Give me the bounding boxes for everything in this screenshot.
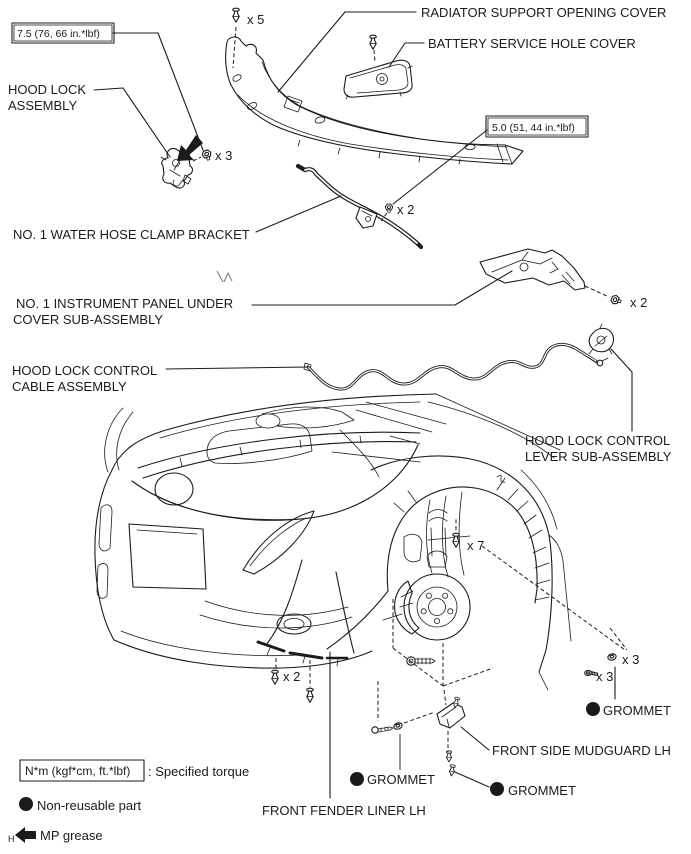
legend-torque-unit: N*m (kgf*cm, ft.*lbf): [25, 764, 131, 778]
label-hood-lock-control-lever-line1: HOOD LOCK CONTROL: [525, 433, 671, 448]
count-hood-lock-bolts: x 3: [215, 148, 233, 163]
instrument-panel-under-cover-drawing: [480, 249, 585, 290]
label-grommet-bottom: GROMMET: [508, 783, 576, 798]
bolt-icon-water-hose: [385, 204, 392, 212]
page-mark: H: [8, 834, 15, 844]
squiggle-mark: [217, 271, 232, 282]
label-hood-lock-control-lever-line2: LEVER SUB-ASSEMBLY: [525, 449, 672, 464]
non-reusable-bullet-icon: [586, 702, 600, 716]
mudguard-screw-horizontal: [372, 727, 393, 733]
label-hood-lock-control-cable-line2: CABLE ASSEMBLY: [12, 379, 127, 394]
legend-non-reusable: Non-reusable part: [37, 798, 142, 813]
clip-icon-battery-cover: [370, 35, 377, 49]
toyota-emblem: [155, 473, 193, 505]
clip-icon-liner-front-1: [272, 670, 279, 684]
label-front-fender-liner: FRONT FENDER LINER LH: [262, 803, 426, 818]
clip-icon-fender-liner: [453, 533, 460, 547]
non-reusable-bullet-icon: [350, 772, 364, 786]
count-liner-screws-upper: x 3: [622, 652, 640, 667]
radiator-support-opening-cover-drawing: [226, 37, 523, 164]
torque-value-hood-lock: 7.5 (76, 66 in.*lbf): [17, 28, 100, 40]
non-reusable-bullet-icon: [19, 797, 33, 811]
label-hood-lock-assembly-line2: ASSEMBLY: [8, 98, 78, 113]
label-instrument-panel-under-cover-line1: NO. 1 INSTRUMENT PANEL UNDER: [16, 296, 234, 311]
count-water-hose-bolts: x 2: [397, 202, 415, 217]
label-hood-lock-control-cable-line1: HOOD LOCK CONTROL: [12, 363, 158, 378]
clip-icon-mudguard-lower-2: [449, 764, 456, 776]
vehicle-front-drawing: [95, 394, 571, 690]
fender-liner-screw-horizontal: [407, 657, 435, 665]
grommet-fastener-icon-left: [393, 722, 403, 731]
label-hood-lock-assembly-line1: HOOD LOCK: [8, 82, 87, 97]
front-side-mudguard-drawing: [437, 703, 465, 728]
label-front-side-mudguard: FRONT SIDE MUDGUARD LH: [492, 743, 671, 758]
label-grommet-left: GROMMET: [367, 772, 435, 787]
label-battery-service-hole-cover: BATTERY SERVICE HOLE COVER: [428, 36, 636, 51]
legend-torque-caption: : Specified torque: [148, 764, 250, 779]
screw-icon-liner-upper: [607, 653, 617, 661]
label-water-hose-clamp-bracket: NO. 1 WATER HOSE CLAMP BRACKET: [13, 227, 250, 242]
label-instrument-panel-under-cover-line2: COVER SUB-ASSEMBLY: [13, 312, 164, 327]
bolt-icon-hood-lock: [201, 149, 213, 161]
hood-lock-control-lever-drawing: [589, 324, 614, 354]
torque-spec-box-water-hose: [486, 116, 588, 137]
legend: [8, 760, 249, 844]
count-under-cover-bolts: x 2: [630, 295, 648, 310]
clip-icon-radiator-cover: [233, 8, 240, 22]
label-grommet-right: GROMMET: [603, 703, 671, 718]
torque-value-water-hose: 5.0 (51, 44 in.*lbf): [492, 122, 575, 134]
label-radiator-support-opening-cover: RADIATOR SUPPORT OPENING COVER: [421, 5, 667, 20]
front-fender-liner-drawing: [258, 478, 550, 666]
torque-spec-box-hood-lock: [12, 23, 114, 43]
count-liner-screws-lower: x 3: [596, 669, 614, 684]
hood-lock-assembly-drawing: [161, 135, 203, 188]
hood-lock-control-cable-drawing: [304, 344, 608, 389]
fastener-count-labels: [215, 12, 647, 684]
battery-service-hole-cover-drawing: [344, 60, 412, 99]
count-fender-liner-clips: x 7: [467, 538, 485, 553]
bolt-icon-under-cover: [610, 294, 622, 306]
count-liner-front-clips: x 2: [283, 669, 301, 684]
count-radiator-cover-clips: x 5: [247, 12, 265, 27]
clip-icon-mudguard-lower-1: [446, 751, 451, 762]
mp-grease-arrow-icon: [15, 827, 36, 843]
clip-icon-liner-front-2: [307, 688, 314, 702]
non-reusable-bullet-icon: [490, 782, 504, 796]
legend-mp-grease: MP grease: [40, 828, 103, 843]
